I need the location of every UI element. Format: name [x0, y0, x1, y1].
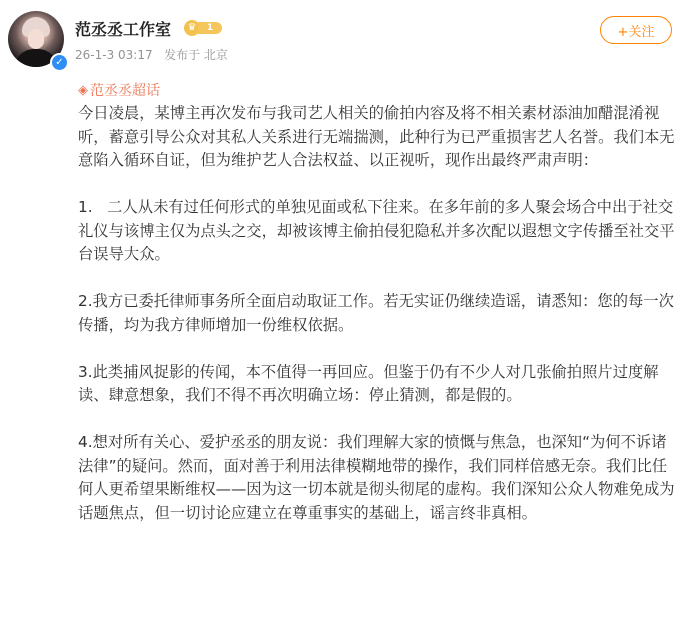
- follow-button[interactable]: +关注: [600, 16, 672, 44]
- post-paragraph: 4.想对所有关心、爱护丞丞的朋友说：我们理解大家的愤慨与焦急，也深知“为何不诉诸法律”的疑问。然而，面对善于利用法律模糊地带的操作，我们同样倍感无奈。我们比任何人更希望果断维权——因为这一切本就是彻头彻尾的虚构。我们深知公众人物难免成为话题焦点，但一切讨论应建立在尊重事实的基础上，谣言终非真相。: [78, 433, 675, 522]
- post-paragraph: 1. 二人从未有过任何形式的单独见面或私下往来。在多年前的多人聚会场合中出于社交礼仪与该博主仅为点头之交，却被该博主偷拍侵犯隐私并多次配以遐想文字传播至社交平台误导大众。: [78, 198, 675, 263]
- post-paragraph: 3.此类捕风捉影的传闻，本不值得一再回应。但鉴于仍有不少人对几张偷拍照片过度解读、肆意想象，我们不得不再次明确立场：停止猜测，都是假的。: [78, 362, 659, 404]
- post-paragraph: 2.我方已委托律师事务所全面启动取证工作。若无实证仍继续造谣，请悉知：您的每一次传播，均为我方律师增加一份维权依据。: [78, 292, 674, 334]
- post-meta: [75, 46, 228, 63]
- topic-link[interactable]: [78, 80, 160, 100]
- post-timestamp[interactable]: 26-1-3 03:17: [75, 48, 153, 62]
- verified-badge-icon: ✓: [50, 53, 69, 72]
- vip-level: 1: [198, 22, 222, 34]
- post-paragraph: 今日凌晨，某博主再次发布与我司艺人相关的偷拍内容及将不相关素材添油加醋混淆视听，蓄意引导公众对其私人关系进行无端揣测，此种行为已严重损害艺人名誉。我们本无意陷入循环自证，但为维护艺人合法权益、以正视听，现作出最终严肃声明：: [78, 104, 675, 169]
- post-content: [78, 102, 678, 525]
- avatar-face: [28, 29, 44, 49]
- crown-icon: ♛: [184, 20, 200, 36]
- diamond-icon: ◈: [78, 82, 88, 98]
- post-source: 发布于 北京: [164, 48, 228, 62]
- vip-badge[interactable]: [184, 20, 224, 36]
- account-name[interactable]: 范丞丞工作室: [75, 20, 172, 39]
- topic-label: 范丞丞超话: [90, 83, 160, 99]
